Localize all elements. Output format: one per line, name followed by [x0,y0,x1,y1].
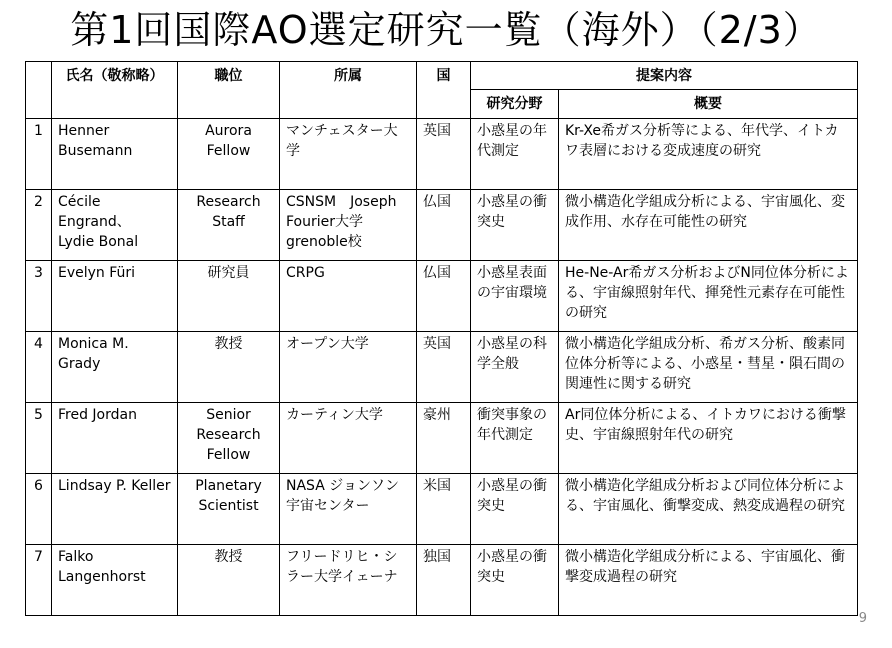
row-number-cell: 3 [26,261,52,332]
country-cell: 英国 [417,332,471,403]
country-cell: 豪州 [417,403,471,474]
table-row [26,119,858,190]
research-field-cell: 小惑星の年代測定 [471,119,559,190]
header-field: 研究分野 [471,90,559,119]
row-number-cell: 2 [26,190,52,261]
table-row [26,474,858,545]
affiliation-cell: オープン大学 [280,332,417,403]
row-number-cell: 1 [26,119,52,190]
position-cell: Planetary Scientist [178,474,280,545]
header-row [26,62,858,90]
page-number: 9 [858,611,867,626]
row-number-cell: 6 [26,474,52,545]
research-field-cell: 衝突事象の年代測定 [471,403,559,474]
affiliation-cell: マンチェスター大学 [280,119,417,190]
research-field-cell: 小惑星の衝突史 [471,474,559,545]
table-row [26,545,858,616]
research-field-cell: 小惑星の衝突史 [471,190,559,261]
researcher-name-cell: Henner Busemann [52,119,178,190]
position-cell: Research Staff [178,190,280,261]
table-row [26,261,858,332]
country-cell: 独国 [417,545,471,616]
country-cell: 米国 [417,474,471,545]
table-row [26,403,858,474]
header-proposal: 提案内容 [471,62,858,90]
affiliation-cell: フリードリヒ・シラー大学イェーナ [280,545,417,616]
research-field-cell: 小惑星表面の宇宙環境 [471,261,559,332]
table-row [26,332,858,403]
affiliation-cell: CRPG [280,261,417,332]
summary-cell: 微小構造化学組成分析および同位体分析による、宇宙風化、衝撃変成、熱変成過程の研究 [559,474,858,545]
row-number-cell: 4 [26,332,52,403]
research-table [25,61,858,616]
position-cell: 教授 [178,545,280,616]
summary-cell: 微小構造化学組成分析による、宇宙風化、変成作用、水存在可能性の研究 [559,190,858,261]
summary-cell: He-Ne-Ar希ガス分析およびN同位体分析による、宇宙線照射年代、揮発性元素存在可能性の研究 [559,261,858,332]
row-number-cell: 7 [26,545,52,616]
summary-cell: 微小構造化学組成分析、希ガス分析、酸素同位体分析等による、小惑星・彗星・隕石間の関連性に関する研究 [559,332,858,403]
researcher-name-cell: Evelyn Füri [52,261,178,332]
row-number-cell: 5 [26,403,52,474]
position-cell: Senior Research Fellow [178,403,280,474]
research-field-cell: 小惑星の衝突史 [471,545,559,616]
header-no [26,62,52,119]
table-row [26,190,858,261]
header-position: 職位 [178,62,280,119]
country-cell: 仏国 [417,190,471,261]
researcher-name-cell: Cécile Engrand、 Lydie Bonal [52,190,178,261]
header-affiliation: 所属 [280,62,417,119]
position-cell: 研究員 [178,261,280,332]
summary-cell: Ar同位体分析による、イトカワにおける衝撃史、宇宙線照射年代の研究 [559,403,858,474]
summary-cell: 微小構造化学組成分析による、宇宙風化、衝撃変成過程の研究 [559,545,858,616]
affiliation-cell: カーティン大学 [280,403,417,474]
country-cell: 仏国 [417,261,471,332]
header-country: 国 [417,62,471,119]
position-cell: 教授 [178,332,280,403]
page-title: 第1回国際AO選定研究一覧（海外）（2/3） [70,8,822,52]
researcher-name-cell: Fred Jordan [52,403,178,474]
researcher-name-cell: Monica M. Grady [52,332,178,403]
researcher-name-cell: Falko Langenhorst [52,545,178,616]
researcher-name-cell: Lindsay P. Keller [52,474,178,545]
country-cell: 英国 [417,119,471,190]
position-cell: Aurora Fellow [178,119,280,190]
summary-cell: Kr-Xe希ガス分析等による、年代学、イトカワ表層における変成速度の研究 [559,119,858,190]
header-summary: 概要 [559,90,858,119]
affiliation-cell: CSNSM Joseph Fourier大学grenoble校 [280,190,417,261]
research-field-cell: 小惑星の科学全般 [471,332,559,403]
header-name: 氏名（敬称略） [52,62,178,119]
affiliation-cell: NASA ジョンソン宇宙センター [280,474,417,545]
